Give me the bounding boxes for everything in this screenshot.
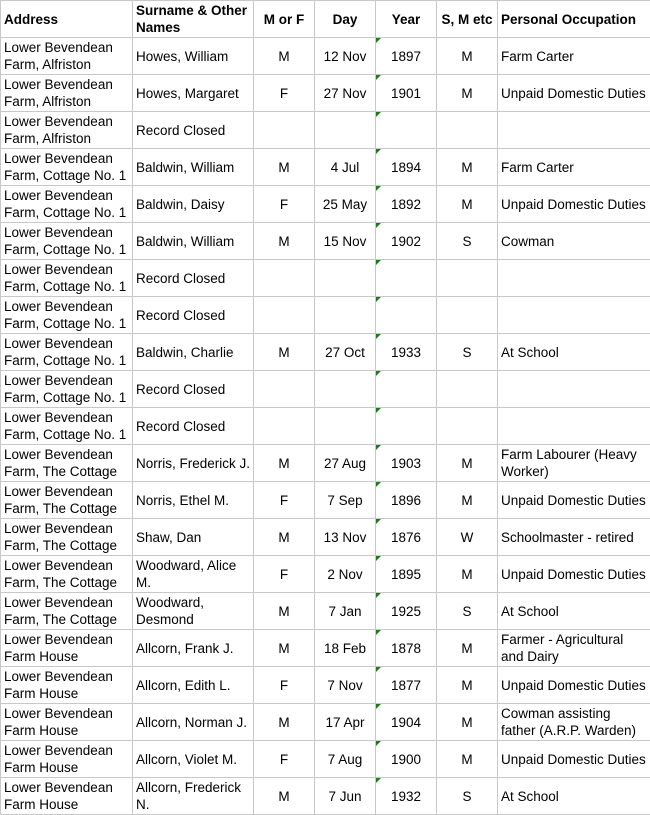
cell-year bbox=[376, 408, 437, 445]
cell-status bbox=[437, 260, 498, 297]
cell-name: Record Closed bbox=[133, 371, 254, 408]
header-row bbox=[1, 1, 650, 38]
cell-status bbox=[437, 371, 498, 408]
header-year: Year bbox=[376, 1, 437, 38]
cell-day: 25 May bbox=[315, 186, 376, 223]
cell-address: Lower Bevendean Farm, Cottage No. 1 bbox=[1, 186, 133, 223]
table-row bbox=[1, 741, 650, 778]
cell-year: 1900 bbox=[376, 741, 437, 778]
cell-status: M bbox=[437, 741, 498, 778]
table-row bbox=[1, 112, 650, 149]
cell-sex: M bbox=[254, 334, 315, 371]
cell-day: 7 Jan bbox=[315, 593, 376, 630]
table-row bbox=[1, 630, 650, 667]
cell-occupation: Unpaid Domestic Duties bbox=[498, 741, 650, 778]
cell-status: M bbox=[437, 38, 498, 75]
table-row bbox=[1, 297, 650, 334]
cell-name: Record Closed bbox=[133, 408, 254, 445]
cell-address: Lower Bevendean Farm, The Cottage bbox=[1, 482, 133, 519]
cell-occupation: Schoolmaster - retired bbox=[498, 519, 650, 556]
cell-name: Norris, Ethel M. bbox=[133, 482, 254, 519]
table-row bbox=[1, 667, 650, 704]
cell-address: Lower Bevendean Farm, Alfriston bbox=[1, 112, 133, 149]
cell-status: W bbox=[437, 519, 498, 556]
cell-status: M bbox=[437, 630, 498, 667]
cell-sex bbox=[254, 297, 315, 334]
header-sex: M or F bbox=[254, 1, 315, 38]
cell-day: 7 Sep bbox=[315, 482, 376, 519]
cell-occupation: Farm Carter bbox=[498, 149, 650, 186]
cell-occupation: Cowman assisting father (A.R.P. Warden) bbox=[498, 704, 650, 741]
cell-day: 2 Nov bbox=[315, 556, 376, 593]
table-row bbox=[1, 334, 650, 371]
cell-address: Lower Bevendean Farm, The Cottage bbox=[1, 445, 133, 482]
cell-status: M bbox=[437, 482, 498, 519]
cell-day: 15 Nov bbox=[315, 223, 376, 260]
cell-status: M bbox=[437, 704, 498, 741]
cell-year: 1903 bbox=[376, 445, 437, 482]
cell-sex: F bbox=[254, 75, 315, 112]
header-status: S, M etc bbox=[437, 1, 498, 38]
cell-day: 12 Nov bbox=[315, 38, 376, 75]
cell-occupation: Unpaid Domestic Duties bbox=[498, 556, 650, 593]
cell-address: Lower Bevendean Farm, The Cottage bbox=[1, 593, 133, 630]
cell-status bbox=[437, 408, 498, 445]
cell-occupation: Unpaid Domestic Duties bbox=[498, 186, 650, 223]
cell-name: Record Closed bbox=[133, 260, 254, 297]
cell-year bbox=[376, 260, 437, 297]
cell-name: Record Closed bbox=[133, 112, 254, 149]
cell-occupation: At School bbox=[498, 778, 650, 815]
cell-sex: M bbox=[254, 630, 315, 667]
cell-status: M bbox=[437, 149, 498, 186]
cell-name: Howes, Margaret bbox=[133, 75, 254, 112]
header-address: Address bbox=[1, 1, 133, 38]
cell-name: Allcorn, Frederick N. bbox=[133, 778, 254, 815]
cell-address: Lower Bevendean Farm, The Cottage bbox=[1, 556, 133, 593]
cell-occupation bbox=[498, 408, 650, 445]
cell-year: 1876 bbox=[376, 519, 437, 556]
cell-occupation: At School bbox=[498, 593, 650, 630]
cell-occupation: Farmer - Agricultural and Dairy bbox=[498, 630, 650, 667]
table-row bbox=[1, 593, 650, 630]
cell-name: Allcorn, Norman J. bbox=[133, 704, 254, 741]
table-row bbox=[1, 223, 650, 260]
cell-address: Lower Bevendean Farm House bbox=[1, 704, 133, 741]
header-day: Day bbox=[315, 1, 376, 38]
cell-status: S bbox=[437, 334, 498, 371]
cell-sex: M bbox=[254, 38, 315, 75]
cell-year: 1932 bbox=[376, 778, 437, 815]
cell-day bbox=[315, 408, 376, 445]
cell-sex: M bbox=[254, 704, 315, 741]
cell-sex: M bbox=[254, 445, 315, 482]
cell-year: 1877 bbox=[376, 667, 437, 704]
cell-address: Lower Bevendean Farm, Cottage No. 1 bbox=[1, 223, 133, 260]
cell-year: 1925 bbox=[376, 593, 437, 630]
cell-day bbox=[315, 260, 376, 297]
cell-day: 7 Nov bbox=[315, 667, 376, 704]
cell-occupation: Cowman bbox=[498, 223, 650, 260]
cell-address: Lower Bevendean Farm, Cottage No. 1 bbox=[1, 297, 133, 334]
header-occupation: Personal Occupation bbox=[498, 1, 650, 38]
table-row bbox=[1, 408, 650, 445]
cell-day: 27 Oct bbox=[315, 334, 376, 371]
header-surname: Surname & Other Names bbox=[133, 1, 254, 38]
cell-name: Allcorn, Frank J. bbox=[133, 630, 254, 667]
cell-sex bbox=[254, 112, 315, 149]
cell-day: 27 Aug bbox=[315, 445, 376, 482]
cell-day: 17 Apr bbox=[315, 704, 376, 741]
cell-occupation bbox=[498, 371, 650, 408]
table-row bbox=[1, 260, 650, 297]
cell-address: Lower Bevendean Farm House bbox=[1, 778, 133, 815]
cell-occupation: Farm Carter bbox=[498, 38, 650, 75]
cell-name: Baldwin, William bbox=[133, 223, 254, 260]
cell-name: Baldwin, Charlie bbox=[133, 334, 254, 371]
table-row bbox=[1, 445, 650, 482]
table-row bbox=[1, 519, 650, 556]
cell-year: 1896 bbox=[376, 482, 437, 519]
cell-status: S bbox=[437, 223, 498, 260]
cell-day: 13 Nov bbox=[315, 519, 376, 556]
cell-day: 18 Feb bbox=[315, 630, 376, 667]
cell-sex: M bbox=[254, 519, 315, 556]
cell-day: 7 Jun bbox=[315, 778, 376, 815]
cell-address: Lower Bevendean Farm House bbox=[1, 630, 133, 667]
cell-year: 1897 bbox=[376, 38, 437, 75]
cell-address: Lower Bevendean Farm House bbox=[1, 667, 133, 704]
cell-day bbox=[315, 112, 376, 149]
cell-day: 7 Aug bbox=[315, 741, 376, 778]
cell-status: M bbox=[437, 556, 498, 593]
cell-name: Record Closed bbox=[133, 297, 254, 334]
cell-year: 1895 bbox=[376, 556, 437, 593]
table-row bbox=[1, 75, 650, 112]
cell-address: Lower Bevendean Farm, Cottage No. 1 bbox=[1, 371, 133, 408]
cell-name: Woodward, Desmond bbox=[133, 593, 254, 630]
cell-occupation bbox=[498, 260, 650, 297]
cell-sex: M bbox=[254, 778, 315, 815]
cell-day: 4 Jul bbox=[315, 149, 376, 186]
table-row bbox=[1, 371, 650, 408]
cell-day bbox=[315, 371, 376, 408]
cell-sex: F bbox=[254, 482, 315, 519]
cell-day: 27 Nov bbox=[315, 75, 376, 112]
cell-name: Allcorn, Edith L. bbox=[133, 667, 254, 704]
cell-year bbox=[376, 297, 437, 334]
cell-year: 1901 bbox=[376, 75, 437, 112]
cell-sex bbox=[254, 371, 315, 408]
cell-sex: F bbox=[254, 667, 315, 704]
table-row bbox=[1, 38, 650, 75]
cell-sex: M bbox=[254, 223, 315, 260]
cell-occupation: Farm Labourer (Heavy Worker) bbox=[498, 445, 650, 482]
cell-sex: M bbox=[254, 593, 315, 630]
cell-year: 1892 bbox=[376, 186, 437, 223]
cell-address: Lower Bevendean Farm House bbox=[1, 741, 133, 778]
cell-name: Shaw, Dan bbox=[133, 519, 254, 556]
cell-status: M bbox=[437, 667, 498, 704]
cell-occupation bbox=[498, 297, 650, 334]
cell-year: 1894 bbox=[376, 149, 437, 186]
cell-name: Allcorn, Violet M. bbox=[133, 741, 254, 778]
cell-year: 1904 bbox=[376, 704, 437, 741]
cell-occupation: Unpaid Domestic Duties bbox=[498, 75, 650, 112]
cell-year bbox=[376, 371, 437, 408]
cell-address: Lower Bevendean Farm, Cottage No. 1 bbox=[1, 260, 133, 297]
cell-status: M bbox=[437, 75, 498, 112]
cell-occupation: Unpaid Domestic Duties bbox=[498, 667, 650, 704]
table-row bbox=[1, 482, 650, 519]
cell-address: Lower Bevendean Farm, Alfriston bbox=[1, 38, 133, 75]
table-row bbox=[1, 704, 650, 741]
cell-name: Baldwin, Daisy bbox=[133, 186, 254, 223]
cell-status: M bbox=[437, 445, 498, 482]
cell-status: M bbox=[437, 186, 498, 223]
cell-occupation: Unpaid Domestic Duties bbox=[498, 482, 650, 519]
cell-sex: M bbox=[254, 149, 315, 186]
cell-address: Lower Bevendean Farm, Cottage No. 1 bbox=[1, 149, 133, 186]
cell-name: Norris, Frederick J. bbox=[133, 445, 254, 482]
cell-status: S bbox=[437, 778, 498, 815]
cell-address: Lower Bevendean Farm, Cottage No. 1 bbox=[1, 334, 133, 371]
table-row bbox=[1, 186, 650, 223]
cell-day bbox=[315, 297, 376, 334]
cell-address: Lower Bevendean Farm, The Cottage bbox=[1, 519, 133, 556]
cell-status: S bbox=[437, 593, 498, 630]
cell-sex: F bbox=[254, 741, 315, 778]
cell-sex bbox=[254, 408, 315, 445]
table-row bbox=[1, 778, 650, 815]
cell-sex: F bbox=[254, 186, 315, 223]
table-row bbox=[1, 556, 650, 593]
cell-occupation: At School bbox=[498, 334, 650, 371]
cell-name: Woodward, Alice M. bbox=[133, 556, 254, 593]
cell-year: 1902 bbox=[376, 223, 437, 260]
cell-status bbox=[437, 297, 498, 334]
table-row bbox=[1, 149, 650, 186]
cell-year: 1933 bbox=[376, 334, 437, 371]
cell-address: Lower Bevendean Farm, Cottage No. 1 bbox=[1, 408, 133, 445]
cell-address: Lower Bevendean Farm, Alfriston bbox=[1, 75, 133, 112]
cell-name: Baldwin, William bbox=[133, 149, 254, 186]
cell-sex: F bbox=[254, 556, 315, 593]
cell-occupation bbox=[498, 112, 650, 149]
cell-status bbox=[437, 112, 498, 149]
cell-sex bbox=[254, 260, 315, 297]
cell-year bbox=[376, 112, 437, 149]
cell-year: 1878 bbox=[376, 630, 437, 667]
cell-name: Howes, William bbox=[133, 38, 254, 75]
